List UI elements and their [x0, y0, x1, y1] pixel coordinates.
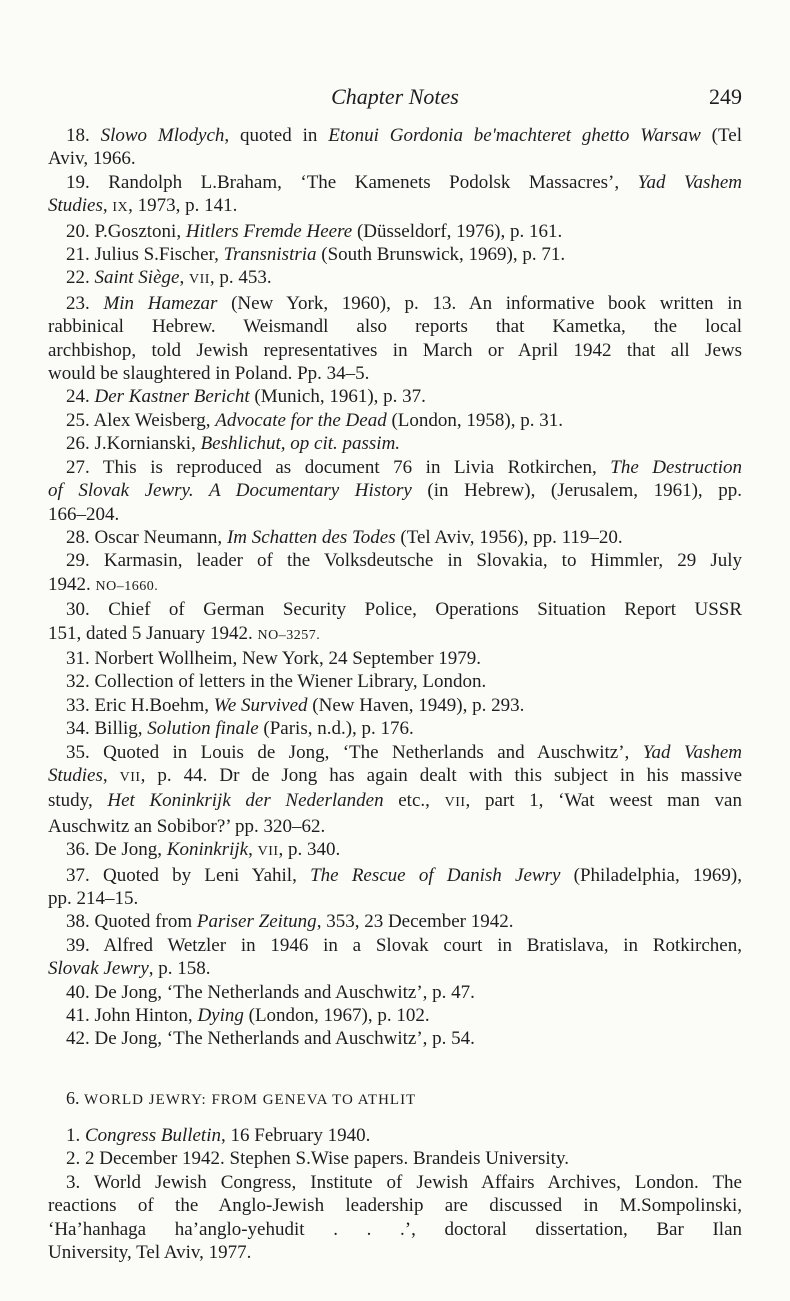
- italic-title: Yad Vashem: [637, 171, 742, 193]
- note: [48, 1027, 742, 1050]
- note-text: 19. Randolph L.Braham, ‘The Kamenets Podolsk Massacres’,: [66, 171, 638, 193]
- italic-title: Hitlers Fremde Heere: [185, 220, 353, 242]
- italic-title: Congress Bulletin: [85, 1125, 221, 1146]
- note-line: [48, 266, 742, 291]
- italic-title: Slowo Mlodych: [100, 125, 225, 146]
- note-text: 25. Alex Weisberg,: [66, 409, 216, 431]
- note-line: [48, 1004, 742, 1027]
- note-text: 166–204.: [48, 503, 120, 525]
- running-header: [48, 84, 742, 114]
- note-line: [48, 910, 742, 933]
- note-line: [48, 789, 742, 814]
- italic-title: Min Hamezar: [103, 292, 218, 314]
- note-text: 18.: [66, 125, 101, 146]
- italic-title: Etonui Gordonia be'machteret ghetto Warsaw: [328, 125, 701, 146]
- note-line: [48, 815, 742, 838]
- note: [48, 220, 742, 243]
- note-line: [48, 1027, 742, 1050]
- note-line: [48, 1194, 742, 1217]
- note-text: 39. Alfred Wetzler in 1946 in a Slovak court in Bratislava, in Rotkirchen,: [66, 934, 742, 956]
- note-text: , part 1, ‘Wat weest man van: [465, 790, 742, 812]
- note-text: rabbinical Hebrew. Weismandl also reports that Kametka, the local: [48, 316, 742, 338]
- note: [48, 292, 742, 386]
- note-line: [48, 1241, 742, 1264]
- note-text: IX: [112, 200, 129, 216]
- italic-title: Dying: [197, 1005, 244, 1027]
- italic-title: Slovak Jewry: [48, 958, 149, 980]
- note-line: [48, 432, 742, 455]
- note: [48, 124, 742, 171]
- note: [48, 981, 742, 1004]
- note-line: [48, 549, 742, 572]
- note-text: archbishop, told Jewish representatives in March or April 1942 that all Jews: [48, 339, 742, 361]
- note-line: [48, 957, 742, 980]
- italic-title: Yad Vashem: [642, 741, 742, 763]
- note-text: NO–3257.: [257, 627, 321, 643]
- note: [48, 526, 742, 549]
- note: [48, 1004, 742, 1027]
- note-text: , p. 44. Dr de Jong has again dealt with this subject in his massive: [140, 764, 743, 786]
- note-text: 32. Collection of letters in the Wiener Library, London.: [66, 671, 487, 693]
- page-number: 249: [709, 84, 742, 109]
- italic-title: Im Schatten des Todes: [226, 526, 396, 548]
- note: [48, 1124, 742, 1147]
- note: [48, 864, 742, 911]
- note-text: 27. This is reproduced as document 76 in Livia Rotkirchen,: [66, 456, 611, 478]
- note-text: (Tel Aviv, 1956), pp. 119–20.: [395, 526, 623, 548]
- note-line: [48, 981, 742, 1004]
- note: [48, 432, 742, 455]
- note-text: , p. 453.: [209, 267, 272, 289]
- note-text: 20. P.Gosztoni,: [66, 220, 186, 242]
- note-line: [48, 292, 742, 315]
- note: [48, 266, 742, 291]
- note-line: [48, 1147, 742, 1170]
- note-text: 1.: [66, 1125, 85, 1146]
- note-text: Auschwitz an Sobibor?’ pp. 320–62.: [48, 815, 326, 837]
- note-line: [48, 598, 742, 621]
- note-line: [48, 887, 742, 910]
- note-text: VII: [444, 795, 466, 811]
- note: [48, 910, 742, 933]
- note-line: [48, 764, 742, 789]
- note-text: 3. World Jewish Congress, Institute of Jewish Affairs Archives, London. The: [66, 1171, 742, 1193]
- note-text: ,: [102, 764, 120, 786]
- note: [48, 741, 742, 839]
- note-text: (Munich, 1961), p. 37.: [249, 386, 426, 408]
- note: [48, 694, 742, 717]
- note-line: [48, 362, 742, 385]
- section-notes-list: [48, 1124, 742, 1264]
- note-line: [48, 934, 742, 957]
- note-line: [48, 124, 742, 147]
- note: [48, 243, 742, 266]
- note-text: 151, dated 5 January 1942.: [48, 622, 258, 644]
- note-text: VII: [257, 844, 279, 860]
- note: [48, 549, 742, 598]
- note-line: [48, 838, 742, 863]
- note-text: ,: [179, 267, 189, 289]
- note-line: [48, 670, 742, 693]
- note-line: [48, 573, 742, 598]
- note-text: 1942.: [48, 573, 96, 595]
- note-line: [48, 456, 742, 479]
- note-text: 36. De Jong,: [66, 839, 167, 861]
- note: [48, 409, 742, 432]
- note-line: [48, 694, 742, 717]
- italic-title: of Slovak Jewry. A Documentary History: [48, 480, 412, 502]
- note-text: 28. Oscar Neumann,: [66, 526, 227, 548]
- note-text: (South Brunswick, 1969), p. 71.: [316, 244, 566, 266]
- note: [48, 934, 742, 981]
- note-text: 30. Chief of German Security Police, Operations Situation Report USSR: [66, 599, 742, 621]
- note-text: 26. J.Kornianski,: [66, 433, 201, 455]
- note: [48, 1147, 742, 1170]
- note-text: ,: [248, 839, 258, 861]
- note-text: 22.: [66, 267, 95, 289]
- note-text: (London, 1967), p. 102.: [243, 1005, 430, 1027]
- note-text: study,: [48, 790, 108, 812]
- note: [48, 456, 742, 526]
- note-text: 29. Karmasin, leader of the Volksdeutsche in Slovakia, to Himmler, 29 July: [66, 550, 742, 572]
- note-line: [48, 1218, 742, 1241]
- note: [48, 385, 742, 408]
- note-text: 21. Julius S.Fischer,: [66, 244, 224, 266]
- note-line: [48, 1171, 742, 1194]
- note-line: [48, 1124, 742, 1147]
- italic-title: Het Koninkrijk der Nederlanden: [107, 790, 384, 812]
- note-line: [48, 171, 742, 194]
- italic-title: Saint Siège: [94, 267, 180, 289]
- note-text: 34. Billig,: [66, 718, 148, 740]
- note-text: 33. Eric H.Boehm,: [66, 694, 214, 716]
- note-line: [48, 315, 742, 338]
- note-text: (Tel: [700, 125, 743, 146]
- note-text: would be slaughtered in Poland. Pp. 34–5.: [48, 363, 370, 385]
- italic-title: Advocate for the Dead: [215, 409, 387, 431]
- note-text: (Düsseldorf, 1976), p. 161.: [352, 220, 563, 242]
- note-text: reactions of the Anglo-Jewish leadership are discussed in M.Sompolinski,: [48, 1195, 742, 1217]
- note: [48, 171, 742, 220]
- note-text: pp. 214–15.: [48, 888, 139, 909]
- note-line: [48, 622, 742, 647]
- note-text: , 16 February 1940.: [221, 1125, 371, 1146]
- note-text: 23.: [66, 292, 104, 314]
- note: [48, 647, 742, 670]
- note-text: 42. De Jong, ‘The Netherlands and Auschwitz’, p. 54.: [66, 1028, 475, 1050]
- note-line: [48, 741, 742, 764]
- note-text: University, Tel Aviv, 1977.: [48, 1242, 252, 1264]
- note: [48, 838, 742, 863]
- italic-title: Studies: [48, 764, 103, 786]
- note-text: 24.: [66, 386, 95, 408]
- note-line: [48, 503, 742, 526]
- note-text: VII: [188, 272, 210, 288]
- note-text: 37. Quoted by Leni Yahil,: [66, 864, 311, 886]
- note-line: [48, 194, 742, 219]
- note-text: 40. De Jong, ‘The Netherlands and Auschwitz’, p. 47.: [66, 981, 475, 1003]
- note-text: 35. Quoted in Louis de Jong, ‘The Netherlands and Auschwitz’,: [66, 741, 643, 763]
- note-text: 2. 2 December 1942. Stephen S.Wise papers. Brandeis University.: [66, 1148, 569, 1170]
- note-text: 38. Quoted from: [66, 911, 197, 933]
- italic-title: Beshlichut, op cit. passim.: [200, 433, 401, 455]
- note-text: , quoted in: [224, 125, 329, 146]
- section-title: WORLD JEWRY: FROM GENEVA TO ATHLIT: [84, 1092, 417, 1108]
- note-text: , p. 158.: [148, 958, 211, 980]
- italic-title: Solution finale: [147, 718, 259, 740]
- section-number: 6.: [66, 1088, 80, 1108]
- note-text: 41. John Hinton,: [66, 1005, 198, 1027]
- chapter-notes-list: [48, 124, 742, 1051]
- note-text: (London, 1958), p. 31.: [386, 409, 563, 431]
- note-line: [48, 147, 742, 170]
- note-text: 31. Norbert Wollheim, New York, 24 September 1979.: [66, 647, 482, 669]
- italic-title: Pariser Zeitung: [196, 911, 317, 933]
- note: [48, 670, 742, 693]
- note-text: (New York, 1960), p. 13. An informative book written in: [217, 292, 742, 314]
- note-line: [48, 717, 742, 740]
- note-line: [48, 864, 742, 887]
- italic-title: The Destruction: [610, 456, 742, 478]
- note-line: [48, 409, 742, 432]
- note-text: VII: [119, 769, 141, 785]
- note-text: ,: [102, 195, 113, 217]
- note-text: (Philadelphia, 1969),: [560, 864, 743, 886]
- note-text: (in Hebrew), (Jerusalem, 1961), pp.: [411, 480, 742, 502]
- note-text: etc.,: [383, 790, 445, 812]
- note-line: [48, 339, 742, 362]
- note-text: , p. 340.: [278, 839, 341, 861]
- note-line: [48, 479, 742, 502]
- note-text: (New Haven, 1949), p. 293.: [307, 694, 525, 716]
- note: [48, 717, 742, 740]
- italic-title: Transnistria: [223, 244, 317, 266]
- note: [48, 598, 742, 647]
- running-title: Chapter Notes: [331, 84, 459, 109]
- note-text: ‘Ha’hanhaga ha’anglo-yehudit . . .’, doctoral dissertation, Bar Ilan: [48, 1218, 742, 1240]
- note-line: [48, 220, 742, 243]
- italic-title: Der Kastner Bericht: [94, 386, 250, 408]
- italic-title: The Rescue of Danish Jewry: [310, 864, 561, 886]
- note-line: [48, 385, 742, 408]
- note-text: Aviv, 1966.: [48, 148, 136, 170]
- italic-title: Koninkrijk: [166, 839, 249, 861]
- italic-title: Studies: [48, 195, 103, 217]
- note-line: [48, 526, 742, 549]
- section-heading: [66, 1088, 416, 1109]
- note-text: NO–1660.: [95, 578, 159, 594]
- note-text: , 1973, p. 141.: [128, 195, 238, 217]
- note: [48, 1171, 742, 1265]
- note-text: , 353, 23 December 1942.: [316, 911, 514, 933]
- note-line: [48, 243, 742, 266]
- italic-title: We Survived: [213, 694, 308, 716]
- note-text: (Paris, n.d.), p. 176.: [258, 718, 414, 740]
- note-line: [48, 647, 742, 670]
